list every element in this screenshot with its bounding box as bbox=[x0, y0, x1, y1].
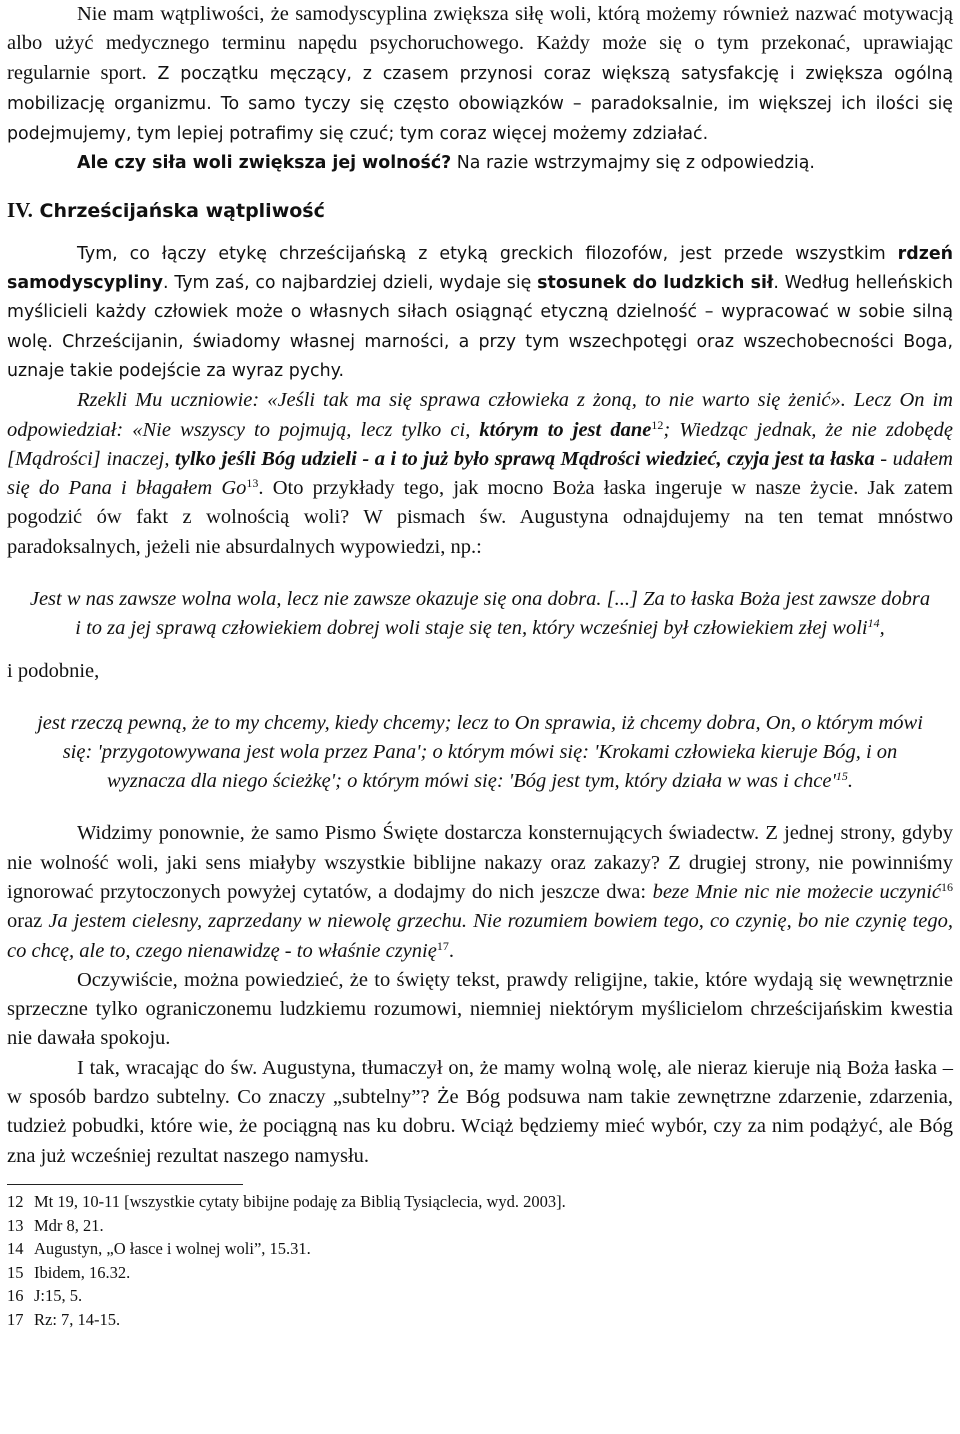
question-bold: Ale czy siła woli zwiększa jej wolność? bbox=[77, 153, 452, 174]
footnote-text: Mt 19, 10-11 [wszystkie cytaty bibijne podaję za Biblią Tysiąclecia, wyd. 2003]. bbox=[34, 1191, 566, 1211]
footnote-divider bbox=[7, 1184, 243, 1185]
italic-quote: Ja jestem cielesny, zaprzedany w niewolę grzechu. Nie rozumiem bowiem tego, co czynię, bo nie czynię tego, co chcę, ale to, czego nienawidzę - to właśnie czynię bbox=[7, 910, 953, 962]
quote-tail: . bbox=[847, 770, 853, 793]
spacer bbox=[7, 686, 953, 709]
footnote-number: 16 bbox=[7, 1286, 24, 1306]
quote-text: jest rzeczą pewną, że to my chcemy, kiedy chcemy; lecz to On sprawia, iż chcemy dobra, On, o którym mówi się: 'przygotowywana jest wola przez Pana'; o którym mówi się: 'Krokami człowieka kieruje Bóg, i on wyznacza dla niego ścieżkę'; o którym mówi się: 'Bóg jest tym, który działa w was i chce' bbox=[37, 712, 923, 793]
paragraph-text: Nie mam wątpliwości, że samodyscyplina zwiększa siłę woli, którą możemy również nazwać motywacją albo użyć medycznego terminu napędu psychoruchowego. Każdy może się o tym przekonać, uprawiając regularnie sport. bbox=[7, 3, 953, 84]
section-title: Chrześcijańska wątpliwość bbox=[32, 199, 325, 222]
italic-quote: Rzekli Mu uczniowie: «Jeśli tak ma się sprawa człowieka z żoną, to nie warto się żenić». Lecz On im odpowiedział: «Nie wszyscy to pojmują, lecz tylko ci, bbox=[7, 389, 953, 441]
footnote-number: 17 bbox=[7, 1309, 24, 1329]
bold-phrase: stosunek do ludzkich sił bbox=[537, 273, 774, 294]
bold-italic-phrase: którym to jest dane bbox=[479, 418, 652, 441]
italic-quote: beze Mnie nic nie możecie uczynić bbox=[652, 880, 941, 903]
bold-phrase: rdzeń samodyscypliny bbox=[7, 243, 953, 294]
footnote-text: Rz: 7, 14-15. bbox=[34, 1309, 121, 1329]
quote-tail: , bbox=[879, 617, 885, 640]
footnote-ref[interactable]: 15 bbox=[835, 769, 848, 784]
footnote-number: 12 bbox=[7, 1191, 24, 1211]
footnote-ref[interactable]: 13 bbox=[246, 476, 259, 491]
footnote-ref[interactable]: 16 bbox=[940, 879, 953, 894]
paragraph-self-discipline bbox=[7, 0, 953, 149]
section-number: IV. bbox=[7, 197, 33, 222]
footnote-item bbox=[7, 1308, 953, 1332]
question-rest: Na razie wstrzymajmy się z odpowiedzią. bbox=[451, 153, 815, 174]
block-quote-augustine-1 bbox=[27, 585, 933, 643]
block-quote-augustine-2 bbox=[27, 709, 933, 796]
spacer bbox=[7, 226, 953, 240]
paragraph-testimony bbox=[7, 819, 953, 965]
document-page bbox=[7, 0, 953, 1331]
footnote-item bbox=[7, 1237, 953, 1261]
footnote-item bbox=[7, 1284, 953, 1308]
paragraph-text: . Oto przykłady tego, jak mocno Boża łaska ingeruje w nasze życie. Jak zatem pogodzić ów fakt z wolnością woli? W pismach św. Augustyna odnajdujemy na ten temat mnóstwo paradoksalnych, jeżeli nie absurdalnych wypowiedzi, np.: bbox=[7, 477, 953, 558]
footnote-text: J:15, 5. bbox=[34, 1286, 83, 1306]
spacer bbox=[7, 643, 953, 657]
paragraph-text: . Według helleńskich myślicieli każdy człowiek może o własnych siłach osiągnąć etyczną dzielność – wypracować w sobie silną wolę. Chrześcijanin, świadomy własnej marności, a przy tym wszechpotęgi oraz wszechobecności Boga, uznaje takie podejście za wyraz pychy. bbox=[7, 273, 954, 381]
paragraph-text: . bbox=[448, 939, 454, 962]
paragraph-scripture bbox=[7, 386, 953, 562]
paragraph-religious-truths: Oczywiście, można powiedzieć, że to święty tekst, prawdy religijne, takie, które wydają się wewnętrznie sprzeczne tylko ograniczonemu ludzkiemu rozumowi, niemniej niektórym myślicielom chrześcijańskim kwestia nie dawała spokoju. bbox=[7, 968, 953, 1050]
bold-italic-phrase: tylko jeśli Bóg udzieli - a i to już było sprawą Mądrości wiedzieć, czyja jest ta łaska bbox=[175, 447, 875, 470]
paragraph-text: . Tym zaś, co najbardziej dzieli, wydaje się bbox=[163, 273, 538, 294]
spacer bbox=[7, 796, 953, 819]
connector-text: i podobnie, bbox=[7, 660, 100, 683]
footnote-number: 15 bbox=[7, 1262, 24, 1282]
paragraph-question bbox=[7, 149, 953, 178]
spacer bbox=[7, 562, 953, 585]
footnote-ref[interactable]: 14 bbox=[867, 616, 880, 631]
paragraph-text-sans: Z początku męczący, z czasem przynosi coraz większą satysfakcję i zwiększa ogólną mobilizację organizmu. To samo tyczy się często obowiązków – paradoksalnie, im większej ich ilości się podejmujemy, tym lepiej potrafimy się czuć; tym coraz więcej możemy zdziałać. bbox=[7, 63, 953, 145]
footnote-number: 13 bbox=[7, 1215, 24, 1235]
footnote-ref[interactable]: 17 bbox=[436, 938, 449, 953]
paragraph-text: Tym, co łączy etykę chrześcijańską z etyką greckich filozofów, jest przede wszystkim bbox=[77, 243, 898, 264]
footnote-ref[interactable]: 12 bbox=[651, 417, 664, 432]
paragraph-grace: I tak, wracając do św. Augustyna, tłumaczył on, że mamy wolną wolę, ale nieraz kieruje nią Boża łaska – w sposób bardzo subtelny. Co znaczy „subtelny”? Że Bóg podsuwa nam takie zewnętrzne zdarzenie, zdarzenia, tudzież pobudki, które wie, że pociągną nas ku dobru. Wciąż będziemy mieć wybór, czy za nim podążyć, ale Bóg zna już wcześniej rezultat naszego namysłu. bbox=[7, 1056, 953, 1167]
footnote-text: Mdr 8, 21. bbox=[34, 1215, 104, 1235]
footnote-item bbox=[7, 1261, 953, 1285]
paragraph-text: oraz bbox=[7, 910, 49, 933]
footnote-item bbox=[7, 1190, 953, 1214]
paragraph-text: Widzimy ponownie, że samo Pismo Święte dostarcza konsternujących świadectw. Z jednej strony, gdyby nie wolność woli, jaki sens miałyby wszystkie biblijne nakazy oraz zakazy? Z drugiej strony, nie powinniśmy ignorować przytoczonych powyżej cytatów, a dodajmy do nich jeszcze dwa: bbox=[7, 822, 953, 903]
italic-quote: - udałem się do Pana i błagałem Go bbox=[7, 447, 953, 500]
paragraph-ethics bbox=[7, 240, 953, 386]
footnote-text: Ibidem, 16.32. bbox=[34, 1262, 131, 1282]
footnote-number: 14 bbox=[7, 1239, 24, 1259]
footnote-text: Augustyn, „O łasce i wolnej woli”, 15.31. bbox=[34, 1239, 311, 1259]
section-heading bbox=[7, 196, 953, 226]
quote-text: Jest w nas zawsze wolna wola, lecz nie zawsze okazuje się ona dobra. [...] Za to łaska Boża jest zawsze dobra i to za jej sprawą człowiekiem dobrej woli staje się ten, który wcześniej był człowiekiem złej woli bbox=[29, 588, 931, 640]
footnote-item bbox=[7, 1214, 953, 1238]
footnotes bbox=[7, 1190, 953, 1332]
italic-quote: ; Wiedząc jednak, że nie zdobędę [Mądrości] inaczej, bbox=[7, 418, 953, 470]
